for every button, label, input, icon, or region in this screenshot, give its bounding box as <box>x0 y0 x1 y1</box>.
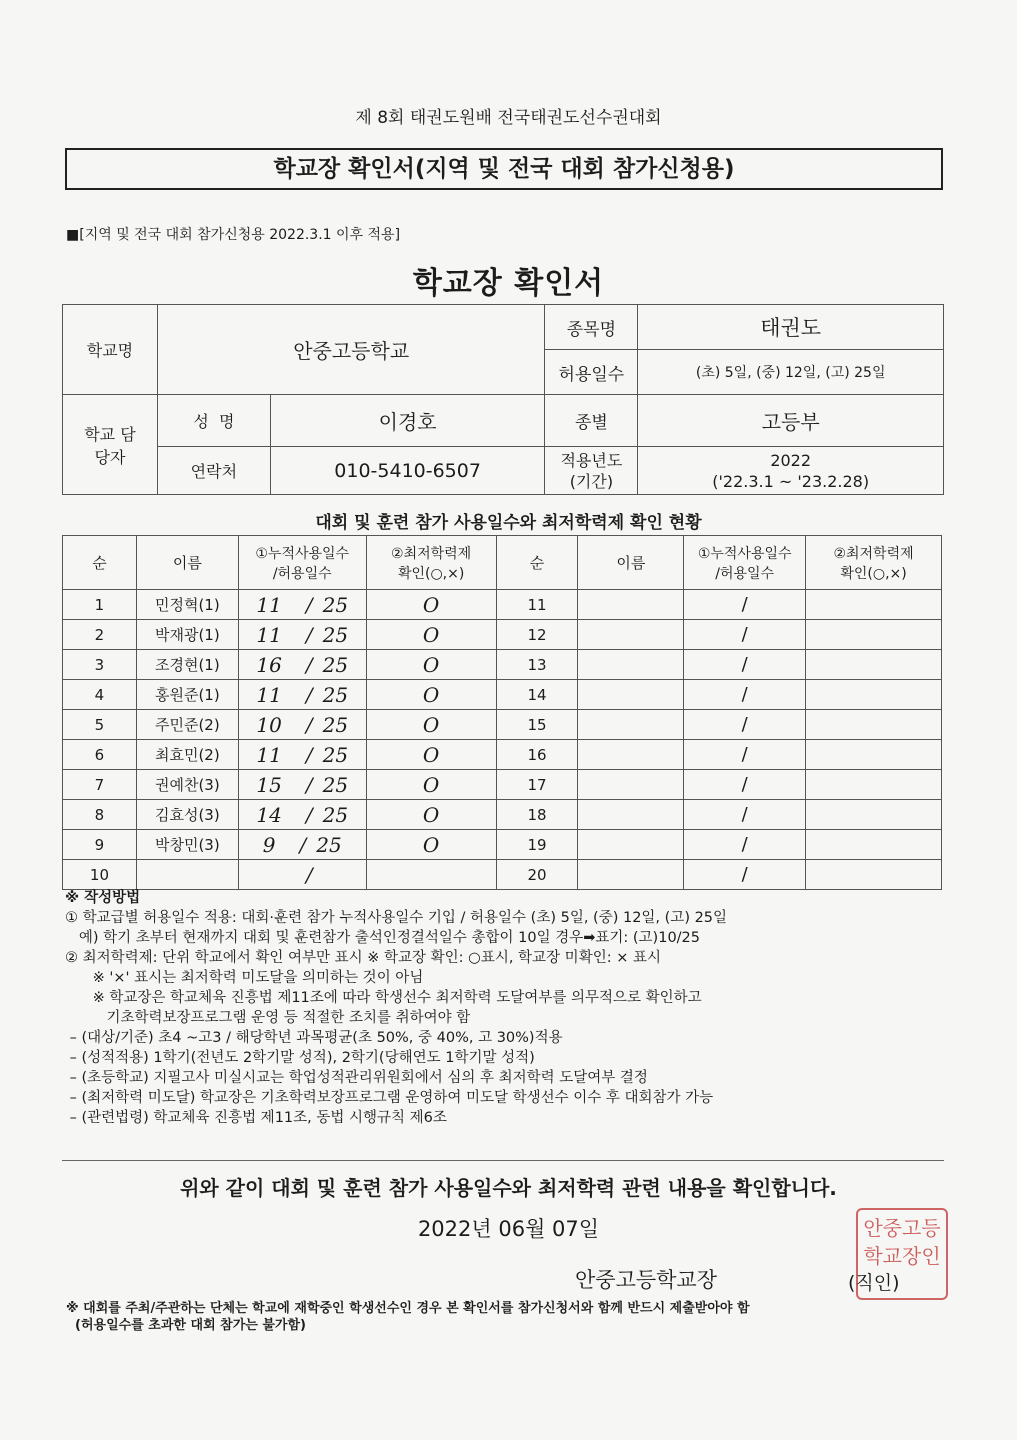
row-days <box>238 590 366 620</box>
row-check: O <box>366 650 496 680</box>
row-name-right <box>578 680 684 710</box>
row-name-right <box>578 860 684 890</box>
row-check-right <box>806 650 942 680</box>
contact-value: 010-5410-6507 <box>270 447 545 495</box>
col-days-right-line1: ①누적사용일수 <box>697 545 792 562</box>
row-no-right: 19 <box>496 830 578 860</box>
slash: / <box>741 864 748 885</box>
school-value: 안중고등학교 <box>157 305 545 395</box>
row-name-right <box>578 830 684 860</box>
footnote-line1: ※ 대회를 주최/주관하는 단체는 학교에 재학중인 학생선수인 경우 본 확인서를 참가신청서와 함께 반드시 제출받아야 함 <box>66 1301 750 1316</box>
row-check-right <box>806 830 942 860</box>
used-days: 16 <box>256 652 282 677</box>
table-row <box>63 860 942 890</box>
row-days <box>238 770 366 800</box>
notes-line: 예) 학기 초부터 현재까지 대회 및 훈련참가 출석인정결석일수 총합이 10일 경우➡표기: (고)10/25 <box>65 930 701 946</box>
used-days: 11 <box>256 742 282 767</box>
allowed-value: (초) 5일, (중) 12일, (고) 25일 <box>638 350 944 395</box>
col-min-line1: ②최저학력제 <box>391 545 472 562</box>
allowed-days: 25 <box>322 622 349 647</box>
slash: / <box>305 592 313 617</box>
used-days: 11 <box>256 682 282 707</box>
slash: / <box>305 862 313 887</box>
notes-line: ① 학교급별 허용일수 적용: 대회·훈련 참가 누적사용일수 기입 / 허용일수 (초) 5일, (중) 12일, (고) 25일 <box>65 910 728 926</box>
row-days <box>238 680 366 710</box>
row-name: 주민준(2) <box>136 710 238 740</box>
notes-line: ② 최저학력제: 단위 학교에서 확인 여부만 표시 ※ 학교장 확인: ○표시, 학교장 미확인: × 표시 <box>65 950 661 966</box>
slash: / <box>741 654 748 675</box>
row-days <box>238 830 366 860</box>
slash: / <box>741 594 748 615</box>
table-row <box>63 830 942 860</box>
row-check <box>366 860 496 890</box>
name-value: 이경호 <box>270 395 545 447</box>
sport-label: 종목명 <box>545 305 638 350</box>
used-days: 11 <box>256 622 282 647</box>
seal-label: (직인) <box>848 1272 900 1294</box>
table-row <box>63 680 942 710</box>
usage-header-row <box>63 536 942 590</box>
category-value: 고등부 <box>638 395 944 447</box>
row-name-right <box>578 650 684 680</box>
notes-line: 기초학력보장프로그램 운영 등 적절한 조치를 취하여야 함 <box>65 1010 471 1026</box>
row-no-right: 11 <box>496 590 578 620</box>
row-days-right <box>684 590 806 620</box>
allowed-label: 허용일수 <box>545 350 638 395</box>
row-no: 5 <box>63 710 137 740</box>
row-name-right <box>578 800 684 830</box>
notes-heading: ※ 작성방법 <box>65 890 141 906</box>
row-no: 9 <box>63 830 137 860</box>
row-days <box>238 860 366 890</box>
col-no-right: 순 <box>496 536 578 590</box>
school-info-table <box>62 304 944 495</box>
row-days <box>238 710 366 740</box>
notes-line: ※ '×' 표시는 최저학력 미도달을 의미하는 것이 아님 <box>65 970 424 986</box>
row-name-right <box>578 590 684 620</box>
row-check: O <box>366 740 496 770</box>
table-row <box>63 620 942 650</box>
row-no-right: 15 <box>496 710 578 740</box>
col-min <box>366 536 496 590</box>
row-no-right: 16 <box>496 740 578 770</box>
footnote <box>66 1300 946 1334</box>
category-label: 종별 <box>545 395 638 447</box>
usage-body <box>63 590 942 890</box>
allowed-days: 25 <box>316 832 342 857</box>
row-name <box>136 860 238 890</box>
row-name: 박창민(3) <box>136 830 238 860</box>
row-check: O <box>366 590 496 620</box>
row-no-right: 17 <box>496 770 578 800</box>
allowed-days: 25 <box>322 712 349 737</box>
row-name: 김효성(3) <box>136 800 238 830</box>
table-row <box>63 800 942 830</box>
row-days-right <box>684 620 806 650</box>
row-no: 8 <box>63 800 137 830</box>
table-row <box>63 590 942 620</box>
slash: / <box>741 714 748 735</box>
slash: / <box>741 684 748 705</box>
usage-table <box>62 535 942 890</box>
row-no: 3 <box>63 650 137 680</box>
col-days-line2: /허용일수 <box>272 565 332 582</box>
row-days <box>238 620 366 650</box>
col-min-line2: 확인(○,×) <box>397 565 465 582</box>
allowed-days: 25 <box>322 682 349 707</box>
allowed-days: 25 <box>322 742 349 767</box>
slash: / <box>741 804 748 825</box>
col-min-right-line1: ②최저학력제 <box>833 545 914 562</box>
row-check-right <box>806 710 942 740</box>
manager-label: 학교 담당자 <box>63 395 158 495</box>
row-no-right: 14 <box>496 680 578 710</box>
row-days-right <box>684 740 806 770</box>
row-name: 조경현(1) <box>136 650 238 680</box>
col-name: 이름 <box>136 536 238 590</box>
col-name-right: 이름 <box>578 536 684 590</box>
row-days-right <box>684 650 806 680</box>
slash: / <box>741 624 748 645</box>
name-label: 성 명 <box>157 395 270 447</box>
row-days <box>238 800 366 830</box>
divider <box>62 1160 944 1161</box>
slash: / <box>305 712 313 737</box>
row-check-right <box>806 740 942 770</box>
row-no: 1 <box>63 590 137 620</box>
row-check: O <box>366 710 496 740</box>
writing-instructions <box>65 888 945 1128</box>
row-check: O <box>366 620 496 650</box>
school-label: 학교명 <box>63 305 158 395</box>
row-no: 6 <box>63 740 137 770</box>
year-value: 2022 <box>770 450 812 470</box>
contact-label: 연락처 <box>157 447 270 495</box>
footnote-line2: (허용일수를 초과한 대회 참가는 불가함) <box>66 1318 306 1333</box>
allowed-days: 25 <box>322 652 349 677</box>
col-days <box>238 536 366 590</box>
notes-line: – (대상/기준) 초4 ~고3 / 해당학년 과목평균(초 50%, 중 40%, 고 30%)적용 <box>65 1030 563 1046</box>
row-check: O <box>366 770 496 800</box>
row-days-right <box>684 830 806 860</box>
row-check-right <box>806 860 942 890</box>
slash: / <box>305 682 313 707</box>
table-row <box>63 710 942 740</box>
notes-line: – (최저학력 미도달) 학교장은 기초학력보장프로그램 운영하여 미도달 학생선수 이수 후 대회참가 가능 <box>65 1090 714 1106</box>
row-no: 7 <box>63 770 137 800</box>
allowed-days: 25 <box>322 802 349 827</box>
row-check-right <box>806 590 942 620</box>
row-name-right <box>578 710 684 740</box>
sub-title: 학교장 확인서 <box>412 266 605 301</box>
slash: / <box>305 652 313 677</box>
row-check: O <box>366 800 496 830</box>
row-check-right <box>806 680 942 710</box>
row-check-right <box>806 800 942 830</box>
used-days: 11 <box>256 592 282 617</box>
notice-text: ■[지역 및 전국 대회 참가신청용 2022.3.1 이후 적용] <box>66 227 401 243</box>
row-days-right <box>684 710 806 740</box>
year-label: 적용년도 (기간) <box>545 447 638 495</box>
notes-line: ※ 학교장은 학교체육 진흥법 제11조에 따라 학생선수 최저학력 도달여부를 의무적으로 확인하고 <box>65 990 702 1006</box>
row-name: 홍원준(1) <box>136 680 238 710</box>
row-no-right: 18 <box>496 800 578 830</box>
row-no-right: 13 <box>496 650 578 680</box>
row-days-right <box>684 770 806 800</box>
col-days-right <box>684 536 806 590</box>
row-name: 박재광(1) <box>136 620 238 650</box>
allowed-days: 25 <box>322 592 349 617</box>
row-check: O <box>366 680 496 710</box>
year-period: ('22.3.1 ~ '23.2.28) <box>712 471 870 491</box>
row-name-right <box>578 770 684 800</box>
table-row <box>63 650 942 680</box>
slash: / <box>305 772 313 797</box>
used-days: 14 <box>256 802 282 827</box>
row-no-right: 20 <box>496 860 578 890</box>
slash: / <box>741 834 748 855</box>
row-days-right <box>684 860 806 890</box>
confirmation-statement: 위와 같이 대회 및 훈련 참가 사용일수와 최저학력 관련 내용을 확인합니다. <box>180 1176 837 1200</box>
notes-line: – (관련법령) 학교체육 진흥법 제11조, 동법 시행규칙 제6조 <box>65 1110 447 1126</box>
signer-name: 안중고등학교장 <box>575 1268 718 1292</box>
table-row <box>63 740 942 770</box>
notes-line: – (성적적용) 1학기(전년도 2학기말 성적), 2학기(당해연도 1학기말 성적) <box>65 1050 535 1066</box>
row-days <box>238 740 366 770</box>
used-days: 9 <box>262 832 276 857</box>
row-name: 민정혁(1) <box>136 590 238 620</box>
slash: / <box>305 742 313 767</box>
col-days-right-line2: /허용일수 <box>715 565 775 582</box>
col-no: 순 <box>63 536 137 590</box>
slash: / <box>741 744 748 765</box>
used-days: 15 <box>256 772 282 797</box>
event-title: 제 8회 태권도원배 전국태권도선수권대회 <box>355 108 662 128</box>
row-no: 10 <box>63 860 137 890</box>
col-days-line1: ①누적사용일수 <box>255 545 350 562</box>
row-no: 2 <box>63 620 137 650</box>
row-no: 4 <box>63 680 137 710</box>
row-name: 최효민(2) <box>136 740 238 770</box>
row-days-right <box>684 680 806 710</box>
row-name-right <box>578 620 684 650</box>
used-days: 10 <box>256 712 282 737</box>
sport-value: 태권도 <box>638 305 944 350</box>
row-check-right <box>806 620 942 650</box>
col-min-right <box>806 536 942 590</box>
row-no-right: 12 <box>496 620 578 650</box>
form-title: 학교장 확인서(지역 및 전국 대회 참가신청용) <box>65 148 943 190</box>
row-name-right <box>578 740 684 770</box>
row-check-right <box>806 770 942 800</box>
row-days-right <box>684 800 806 830</box>
official-seal: 안중고등학교장인 <box>856 1208 948 1300</box>
row-name: 권예찬(3) <box>136 770 238 800</box>
row-check: O <box>366 830 496 860</box>
row-days <box>238 650 366 680</box>
table-row <box>63 770 942 800</box>
notes-line: – (초등학교) 지필고사 미실시교는 학업성적관리위원회에서 심의 후 최저학력 도달여부 결정 <box>65 1070 648 1086</box>
slash: / <box>305 622 313 647</box>
slash: / <box>305 802 313 827</box>
slash: / <box>299 832 307 857</box>
col-min-right-line2: 확인(○,×) <box>840 565 907 582</box>
year-cell <box>638 447 944 495</box>
slash: / <box>741 774 748 795</box>
usage-section-title: 대회 및 훈련 참가 사용일수와 최저학력제 확인 현황 <box>315 513 702 533</box>
confirmation-date: 2022년 06월 07일 <box>417 1217 600 1241</box>
allowed-days: 25 <box>322 772 349 797</box>
